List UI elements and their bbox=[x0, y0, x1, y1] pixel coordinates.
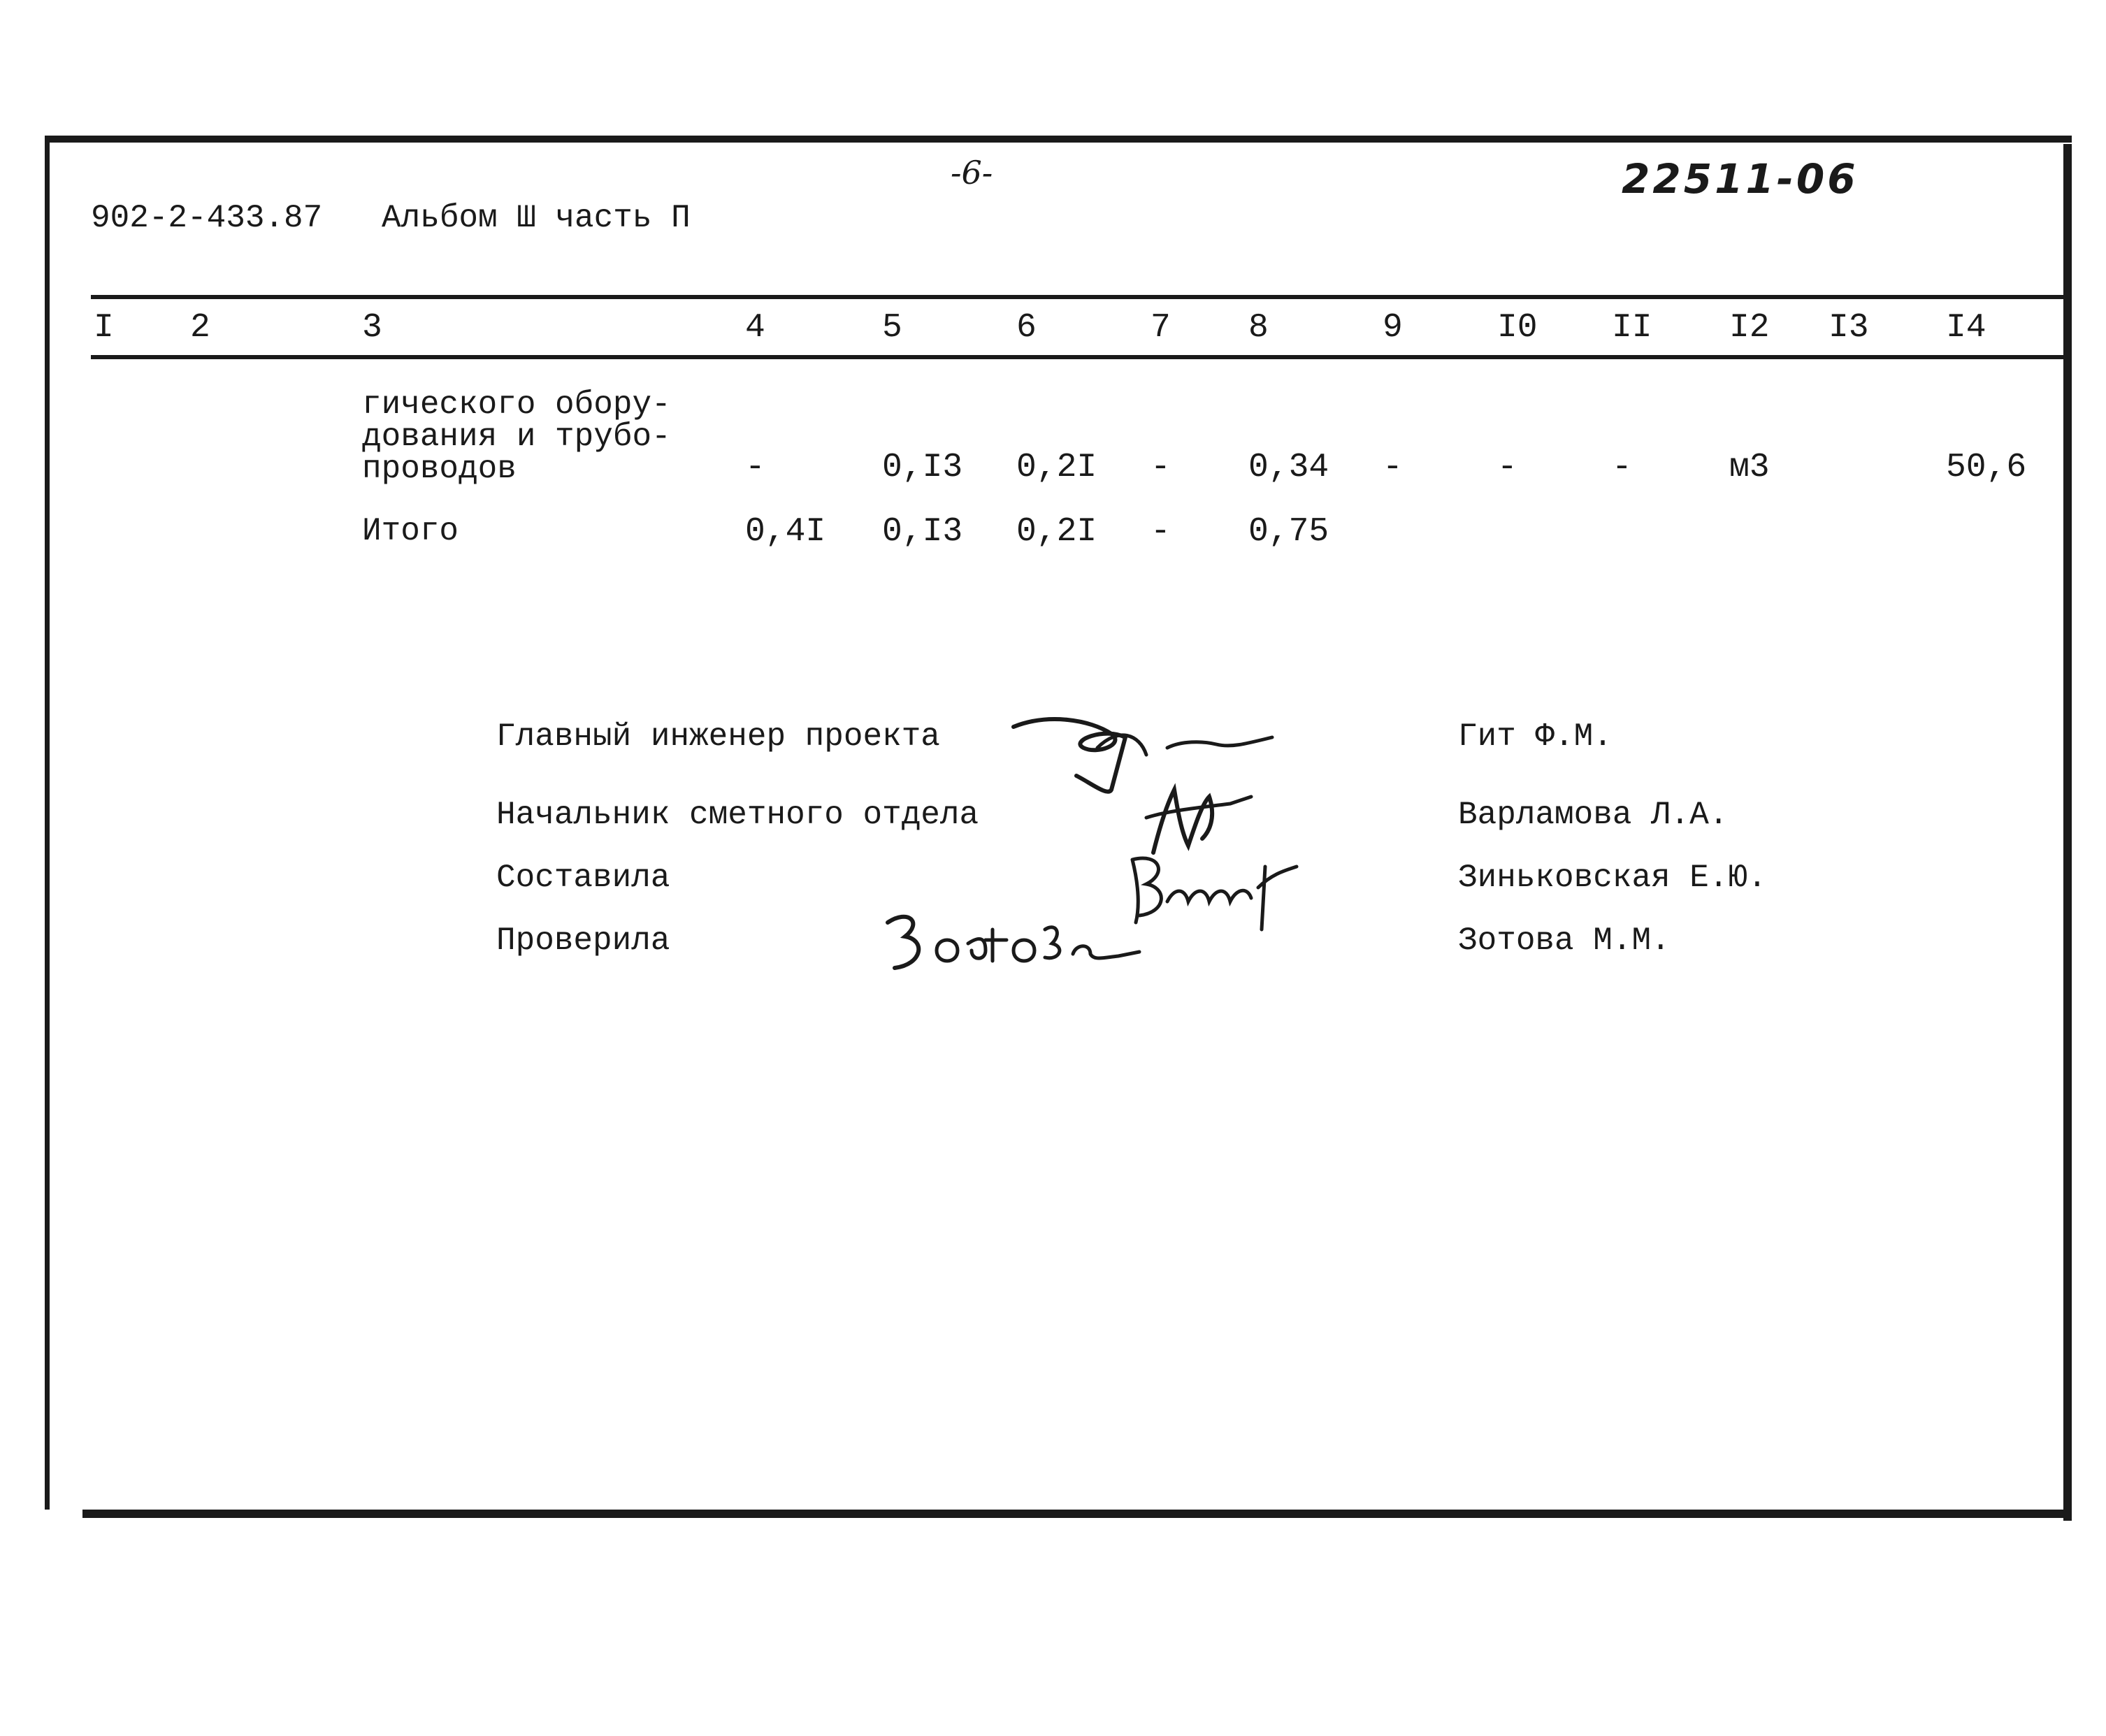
cell-col-8: 0,34 bbox=[1248, 449, 1329, 486]
cell-col-8: 0,75 bbox=[1248, 513, 1329, 551]
row-description: Итого bbox=[362, 513, 459, 549]
cell-col-11: - bbox=[1612, 449, 1632, 486]
column-header-9: 9 bbox=[1383, 309, 1403, 347]
signature-role: Главный инженер проекта bbox=[496, 718, 940, 755]
cell-col-10: - bbox=[1497, 449, 1517, 486]
cell-col-5: 0,I3 bbox=[882, 513, 963, 551]
signature-role: Составила bbox=[496, 860, 670, 896]
cell-col-4: - bbox=[745, 449, 765, 486]
column-header-14: I4 bbox=[1946, 309, 1986, 347]
column-header-4: 4 bbox=[745, 309, 765, 347]
project-code: 902-2-433.87 bbox=[91, 200, 323, 236]
row-description: гического обору- дования и трубо- проводов bbox=[362, 386, 671, 487]
column-header-7: 7 bbox=[1151, 309, 1171, 347]
signature-name: Зотова М.М. bbox=[1458, 923, 1671, 959]
cell-col-5: 0,I3 bbox=[882, 449, 963, 486]
cell-col-4: 0,4I bbox=[745, 513, 826, 551]
column-header-1: I bbox=[94, 309, 114, 347]
document-number: 22511-06 bbox=[1622, 155, 1859, 203]
cell-col-6: 0,2I bbox=[1016, 513, 1097, 551]
column-header-12: I2 bbox=[1729, 309, 1770, 347]
album-label: Альбом Ш часть П bbox=[382, 200, 691, 236]
frame-right-border bbox=[2063, 144, 2072, 1521]
cell-col-12: м3 bbox=[1729, 449, 1770, 486]
column-header-13: I3 bbox=[1829, 309, 1869, 347]
cell-col-7: - bbox=[1151, 513, 1171, 551]
frame-bottom-border bbox=[82, 1510, 2072, 1518]
frame-top-border bbox=[45, 136, 2072, 143]
cell-col-14: 50,6 bbox=[1946, 449, 2027, 486]
cell-col-7: - bbox=[1151, 449, 1171, 486]
column-header-8: 8 bbox=[1248, 309, 1269, 347]
column-header-2: 2 bbox=[190, 309, 210, 347]
signature-name: Гит Ф.М. bbox=[1458, 718, 1613, 755]
handwritten-signature-checked bbox=[881, 902, 1146, 978]
column-header-6: 6 bbox=[1016, 309, 1037, 347]
column-header-bottom-rule bbox=[91, 355, 2066, 359]
signature-name: Варламова Л.А. bbox=[1458, 797, 1729, 833]
signature-role: Начальник сметного отдела bbox=[496, 797, 979, 833]
column-header-5: 5 bbox=[882, 309, 902, 347]
signature-name: Зиньковская Е.Ю. bbox=[1458, 860, 1767, 896]
cell-col-9: - bbox=[1383, 449, 1403, 486]
signature-role: Проверила bbox=[496, 923, 670, 959]
column-header-3: 3 bbox=[362, 309, 382, 347]
cell-col-6: 0,2I bbox=[1016, 449, 1097, 486]
column-header-11: II bbox=[1612, 309, 1652, 347]
column-header-10: I0 bbox=[1497, 309, 1538, 347]
page-number: -6- bbox=[951, 154, 993, 191]
frame-left-border bbox=[45, 137, 50, 1510]
column-header-top-rule bbox=[91, 295, 2066, 299]
